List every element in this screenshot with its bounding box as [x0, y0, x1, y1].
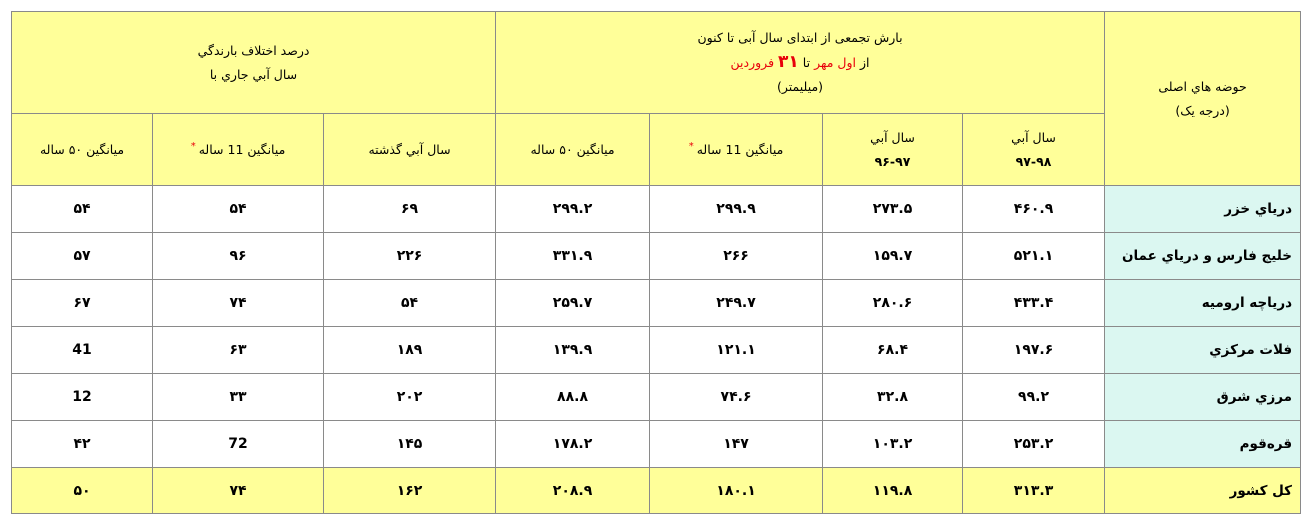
period-from: از [859, 55, 870, 70]
total-value: ۲۰۸.۹ [496, 468, 650, 514]
cell-value: ۱۲۱.۱ [650, 327, 823, 374]
cell-value: ۵۴ [153, 186, 324, 233]
cell-value: 12 [12, 374, 153, 421]
col-diff-previous-year: سال آبي گذشته [324, 114, 496, 186]
period-start: اول مهر [814, 55, 856, 70]
cell-value: ۲۶۶ [650, 233, 823, 280]
cumulative-title: بارش تجمعی از ابتدای سال آبی تا کنون [697, 30, 903, 45]
difference-subtitle: سال آبي جاري با [209, 66, 298, 82]
cell-value: ۱۹۷.۶ [963, 327, 1105, 374]
period-end-month: فروردین [730, 55, 775, 70]
table-row [12, 421, 1301, 468]
header-row-1 [12, 12, 1301, 114]
cell-value: ۲۰۲ [324, 374, 496, 421]
asterisk-mark: * [688, 141, 694, 153]
basin-name: فلات مركزي [1105, 327, 1301, 374]
total-value: ۷۴ [153, 468, 324, 514]
cell-value: ۳۳۱.۹ [496, 233, 650, 280]
col-water-year-previous [823, 114, 963, 186]
col-water-year-current-years: ۹۷-۹۸ [1015, 153, 1052, 169]
cell-value: ۵۴ [324, 280, 496, 327]
total-value: ۵۰ [12, 468, 153, 514]
col-average-11-year [650, 114, 823, 186]
col-diff-average-11-year [153, 114, 324, 186]
total-name: کل کشور [1105, 468, 1301, 514]
cell-value: ۴۶۰.۹ [963, 186, 1105, 233]
cell-value: ۱۴۵ [324, 421, 496, 468]
cell-value: ۳۲.۸ [823, 374, 963, 421]
difference-percent-header [12, 12, 496, 114]
asterisk-mark: * [190, 141, 196, 153]
col-water-year-current-label: سال آبي [1011, 129, 1056, 145]
cell-value: ۲۵۳.۲ [963, 421, 1105, 468]
cell-value: ۸۸.۸ [496, 374, 650, 421]
cell-value: ۱۵۹.۷ [823, 233, 963, 280]
cell-value: ۲۷۳.۵ [823, 186, 963, 233]
col-diff-average-11-year-label: میانگین 11 ساله [198, 142, 286, 158]
table-row [12, 233, 1301, 280]
cell-value: ۱۳۹.۹ [496, 327, 650, 374]
basin-header [1105, 12, 1301, 186]
cell-value: ۶۳ [153, 327, 324, 374]
cell-value: ۵۴ [12, 186, 153, 233]
cell-value: ۲۵۹.۷ [496, 280, 650, 327]
table-row [12, 280, 1301, 327]
basin-header-subtitle: (درجه یک) [1175, 102, 1230, 118]
col-water-year-previous-label: سال آبي [870, 129, 915, 145]
cell-value: ۳۳ [153, 374, 324, 421]
cell-value: ۶۹ [324, 186, 496, 233]
difference-title: درصد اختلاف بارندگي [197, 42, 310, 58]
col-average-50-year: میانگین ۵۰ ساله [496, 114, 650, 186]
cumulative-period [496, 50, 1104, 75]
cell-value: ۱۰۳.۲ [823, 421, 963, 468]
total-value: ۳۱۳.۳ [963, 468, 1105, 514]
cell-value: ۷۴ [153, 280, 324, 327]
cell-value: ۱۷۸.۲ [496, 421, 650, 468]
table-row [12, 374, 1301, 421]
cell-value: ۷۴.۶ [650, 374, 823, 421]
cell-value: ۲۲۶ [324, 233, 496, 280]
basin-name: خليج فارس و درياي عمان [1105, 233, 1301, 280]
cell-value: ۹۹.۲ [963, 374, 1105, 421]
total-value: ۱۱۹.۸ [823, 468, 963, 514]
cell-value: ۶۸.۴ [823, 327, 963, 374]
precipitation-table [11, 11, 1301, 514]
cell-value: ۶۷ [12, 280, 153, 327]
cell-value: ۵۲۱.۱ [963, 233, 1105, 280]
cumulative-precip-header [496, 12, 1105, 114]
cumulative-unit: (میلیمتر) [777, 79, 824, 94]
cell-value: ۲۸۰.۶ [823, 280, 963, 327]
total-row [12, 468, 1301, 514]
cell-value: ۱۴۷ [650, 421, 823, 468]
cell-value: 41 [12, 327, 153, 374]
cell-value: ۲۴۹.۷ [650, 280, 823, 327]
table-row [12, 186, 1301, 233]
cell-value: 72 [153, 421, 324, 468]
cell-value: ۲۹۹.۹ [650, 186, 823, 233]
col-average-11-year-label: میانگین 11 ساله [696, 142, 784, 158]
cell-value: ۲۹۹.۲ [496, 186, 650, 233]
col-water-year-current [963, 114, 1105, 186]
col-water-year-previous-years: ۹۶-۹۷ [874, 153, 911, 169]
basin-header-title: حوضه هاي اصلی [1158, 78, 1247, 94]
basin-name: درياچه اروميه [1105, 280, 1301, 327]
table-row [12, 327, 1301, 374]
cell-value: ۹۶ [153, 233, 324, 280]
period-to: تا [802, 55, 811, 70]
cell-value: ۴۲ [12, 421, 153, 468]
cell-value: ۵۷ [12, 233, 153, 280]
basin-name: درياي خزر [1105, 186, 1301, 233]
cell-value: ۴۳۳.۴ [963, 280, 1105, 327]
cell-value: ۱۸۹ [324, 327, 496, 374]
basin-name: قره‌قوم [1105, 421, 1301, 468]
basin-name: مرزي شرق [1105, 374, 1301, 421]
period-end-day: ۳۱ [778, 52, 799, 72]
col-diff-average-50-year: میانگین ۵۰ ساله [12, 114, 153, 186]
total-value: ۱۸۰.۱ [650, 468, 823, 514]
total-value: ۱۶۲ [324, 468, 496, 514]
